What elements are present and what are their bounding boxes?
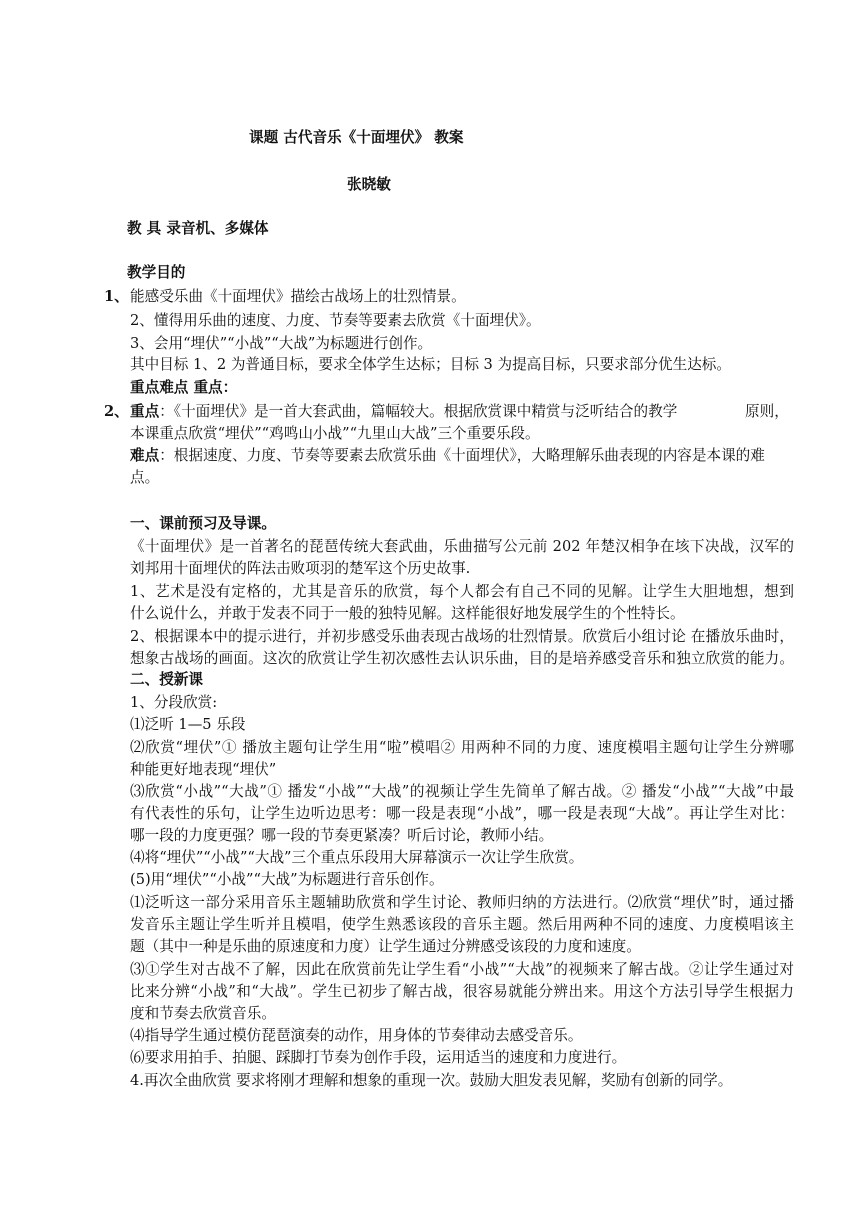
focus-line-2: 本课重点欣赏“埋伏”“鸡鸣山小战”“九里山大战”三个重要乐段。 xyxy=(130,425,540,442)
text-line: 种能更好地表现“埋伏” xyxy=(130,761,277,778)
section-1-heading: 一、课前预习及导课。 xyxy=(130,515,276,532)
text-line: 4.再次全曲欣赏 要求将刚才理解和想象的重现一次。鼓励大胆发表见解，奖励有创新的同学。 xyxy=(130,1072,733,1089)
text-line: 比来分辨“小战”和“大战”。学生已初步了解古战，很容易就能分辨出来。用这个方法引导学生根据力 xyxy=(130,983,794,1000)
paragraph-line: 《十面埋伏》是一首著名的琵琶传统大套武曲，乐曲描写公元前 202 年楚汉相争在垓下决战，汉军的 xyxy=(130,538,794,555)
focus-label: 重点 xyxy=(130,403,160,420)
paragraph-line: 1、艺术是没有定格的，尤其是音乐的欣赏，每个人都会有自己不同的见解。让学生大胆地想，想到 xyxy=(130,583,794,600)
teaching-tools: 教 具 录音机、多媒体 xyxy=(127,220,269,237)
focus-line-1-end: 原则， xyxy=(745,403,789,420)
text-line: ⑵欣赏“埋伏”① 播放主题句让学生用“啦”模唱② 用两种不同的力度、速度模唱主题句让学生分辨哪 xyxy=(130,739,794,756)
goal-2: 2、懂得用乐曲的速度、力度、节奏等要素去欣赏《十面埋伏》。 xyxy=(130,312,541,329)
text-line: ⑷指导学生通过模仿琵琶演奏的动作，用身体的节奏律动去感受音乐。 xyxy=(130,1027,583,1044)
difficulty-line-1 xyxy=(130,446,765,466)
keypoints-heading: 重点难点 重点： xyxy=(130,379,238,396)
difficulty-line-2: 点。 xyxy=(130,469,160,486)
list-number-1: 1、 xyxy=(104,288,129,305)
text-line: 1、分段欣赏: xyxy=(130,694,218,711)
page-title: 课题 古代音乐《十面埋伏》 教案 xyxy=(249,129,464,146)
text-line: ⑶欣赏“小战”“大战”① 播发“小战”“大战”的视频让学生先简单了解古战。② 播发“小战”“大战”中最 xyxy=(130,783,794,800)
goal-3: 3、会用“埋伏”“小战”“大战”为标题进行创作。 xyxy=(130,335,433,352)
paragraph-line: 刘邦用十面埋伏的阵法击败项羽的楚军这个历史故事. xyxy=(130,560,471,577)
focus-line-1 xyxy=(130,402,677,422)
goals-note: 其中目标 1、2 为普通目标，要求全体学生达标；目标 3 为提高目标，只要求部分优生达标。 xyxy=(130,356,731,373)
text-line: 题（其中一种是乐曲的原速度和力度）让学生通过分辨感受该段的力度和速度。 xyxy=(130,938,641,955)
text-line: 有代表性的乐句，让学生边听边思考：哪一段是表现“小战”，哪一段是表现“大战”。再让学生对比： xyxy=(130,805,794,822)
text-line: 哪一段的力度更强？哪一段的节奏更紧凑？听后讨论，教师小结。 xyxy=(130,827,554,844)
paragraph-line: 想象古战场的画面。这次的欣赏让学生初次感性去认识乐曲，目的是培养感受音乐和独立欣赏的能力。 xyxy=(130,650,794,667)
text-line: (5)用“埋伏”“小战”“大战”为标题进行音乐创作。 xyxy=(130,871,444,888)
text-line: 度和节奏去欣赏音乐。 xyxy=(130,1005,276,1022)
text-line: ⑶①学生对古战不了解，因此在欣赏前先让学生看“小战”“大战”的视频来了解古战。②让学生通过对 xyxy=(130,961,794,978)
text-line: ⑴泛听 1—5 乐段 xyxy=(130,716,246,733)
text-line: ⑷将“埋伏”“小战”“大战”三个重点乐段用大屏幕演示一次让学生欣赏。 xyxy=(130,849,584,866)
paragraph-line: 2、根据课本中的提示进行，并初步感受乐曲表现古战场的壮烈情景。欣赏后小组讨论 在播放乐曲时， xyxy=(130,628,794,645)
section-2-heading: 二、授新课 xyxy=(130,671,203,688)
goals-heading: 教学目的 xyxy=(127,264,186,281)
text-line: 发音乐主题让学生听并且模唱，使学生熟悉该段的音乐主题。然后用两种不同的速度、力度模唱该主 xyxy=(130,916,794,933)
difficulty-label: 难点 xyxy=(130,447,160,464)
difficulty-text: ：根据速度、力度、节奏等要素去欣赏乐曲《十面埋伏》，大略理解乐曲表现的内容是本课的难 xyxy=(159,447,765,464)
list-number-2: 2、 xyxy=(104,403,129,420)
text-line: ⑹要求用拍手、拍腿、踩脚打节奏为创作手段，运用适当的速度和力度进行。 xyxy=(130,1049,627,1066)
text-line: ⑴泛听这一部分采用音乐主题辅助欣赏和学生讨论、教师归纳的方法进行。⑵欣赏“埋伏”时，通过播 xyxy=(130,894,794,911)
paragraph-line: 什么说什么，并敢于发表不同于一般的独特见解。这样能很好地发展学生的个性特长。 xyxy=(130,605,685,622)
author-name: 张晓敏 xyxy=(347,176,391,193)
goal-1: 能感受乐曲《十面埋伏》描绘古战场上的壮烈情景。 xyxy=(130,288,466,305)
focus-text: ：《十面埋伏》是一首大套武曲，篇幅较大。根据欣赏课中精赏与泛听结合的教学 xyxy=(159,403,678,420)
